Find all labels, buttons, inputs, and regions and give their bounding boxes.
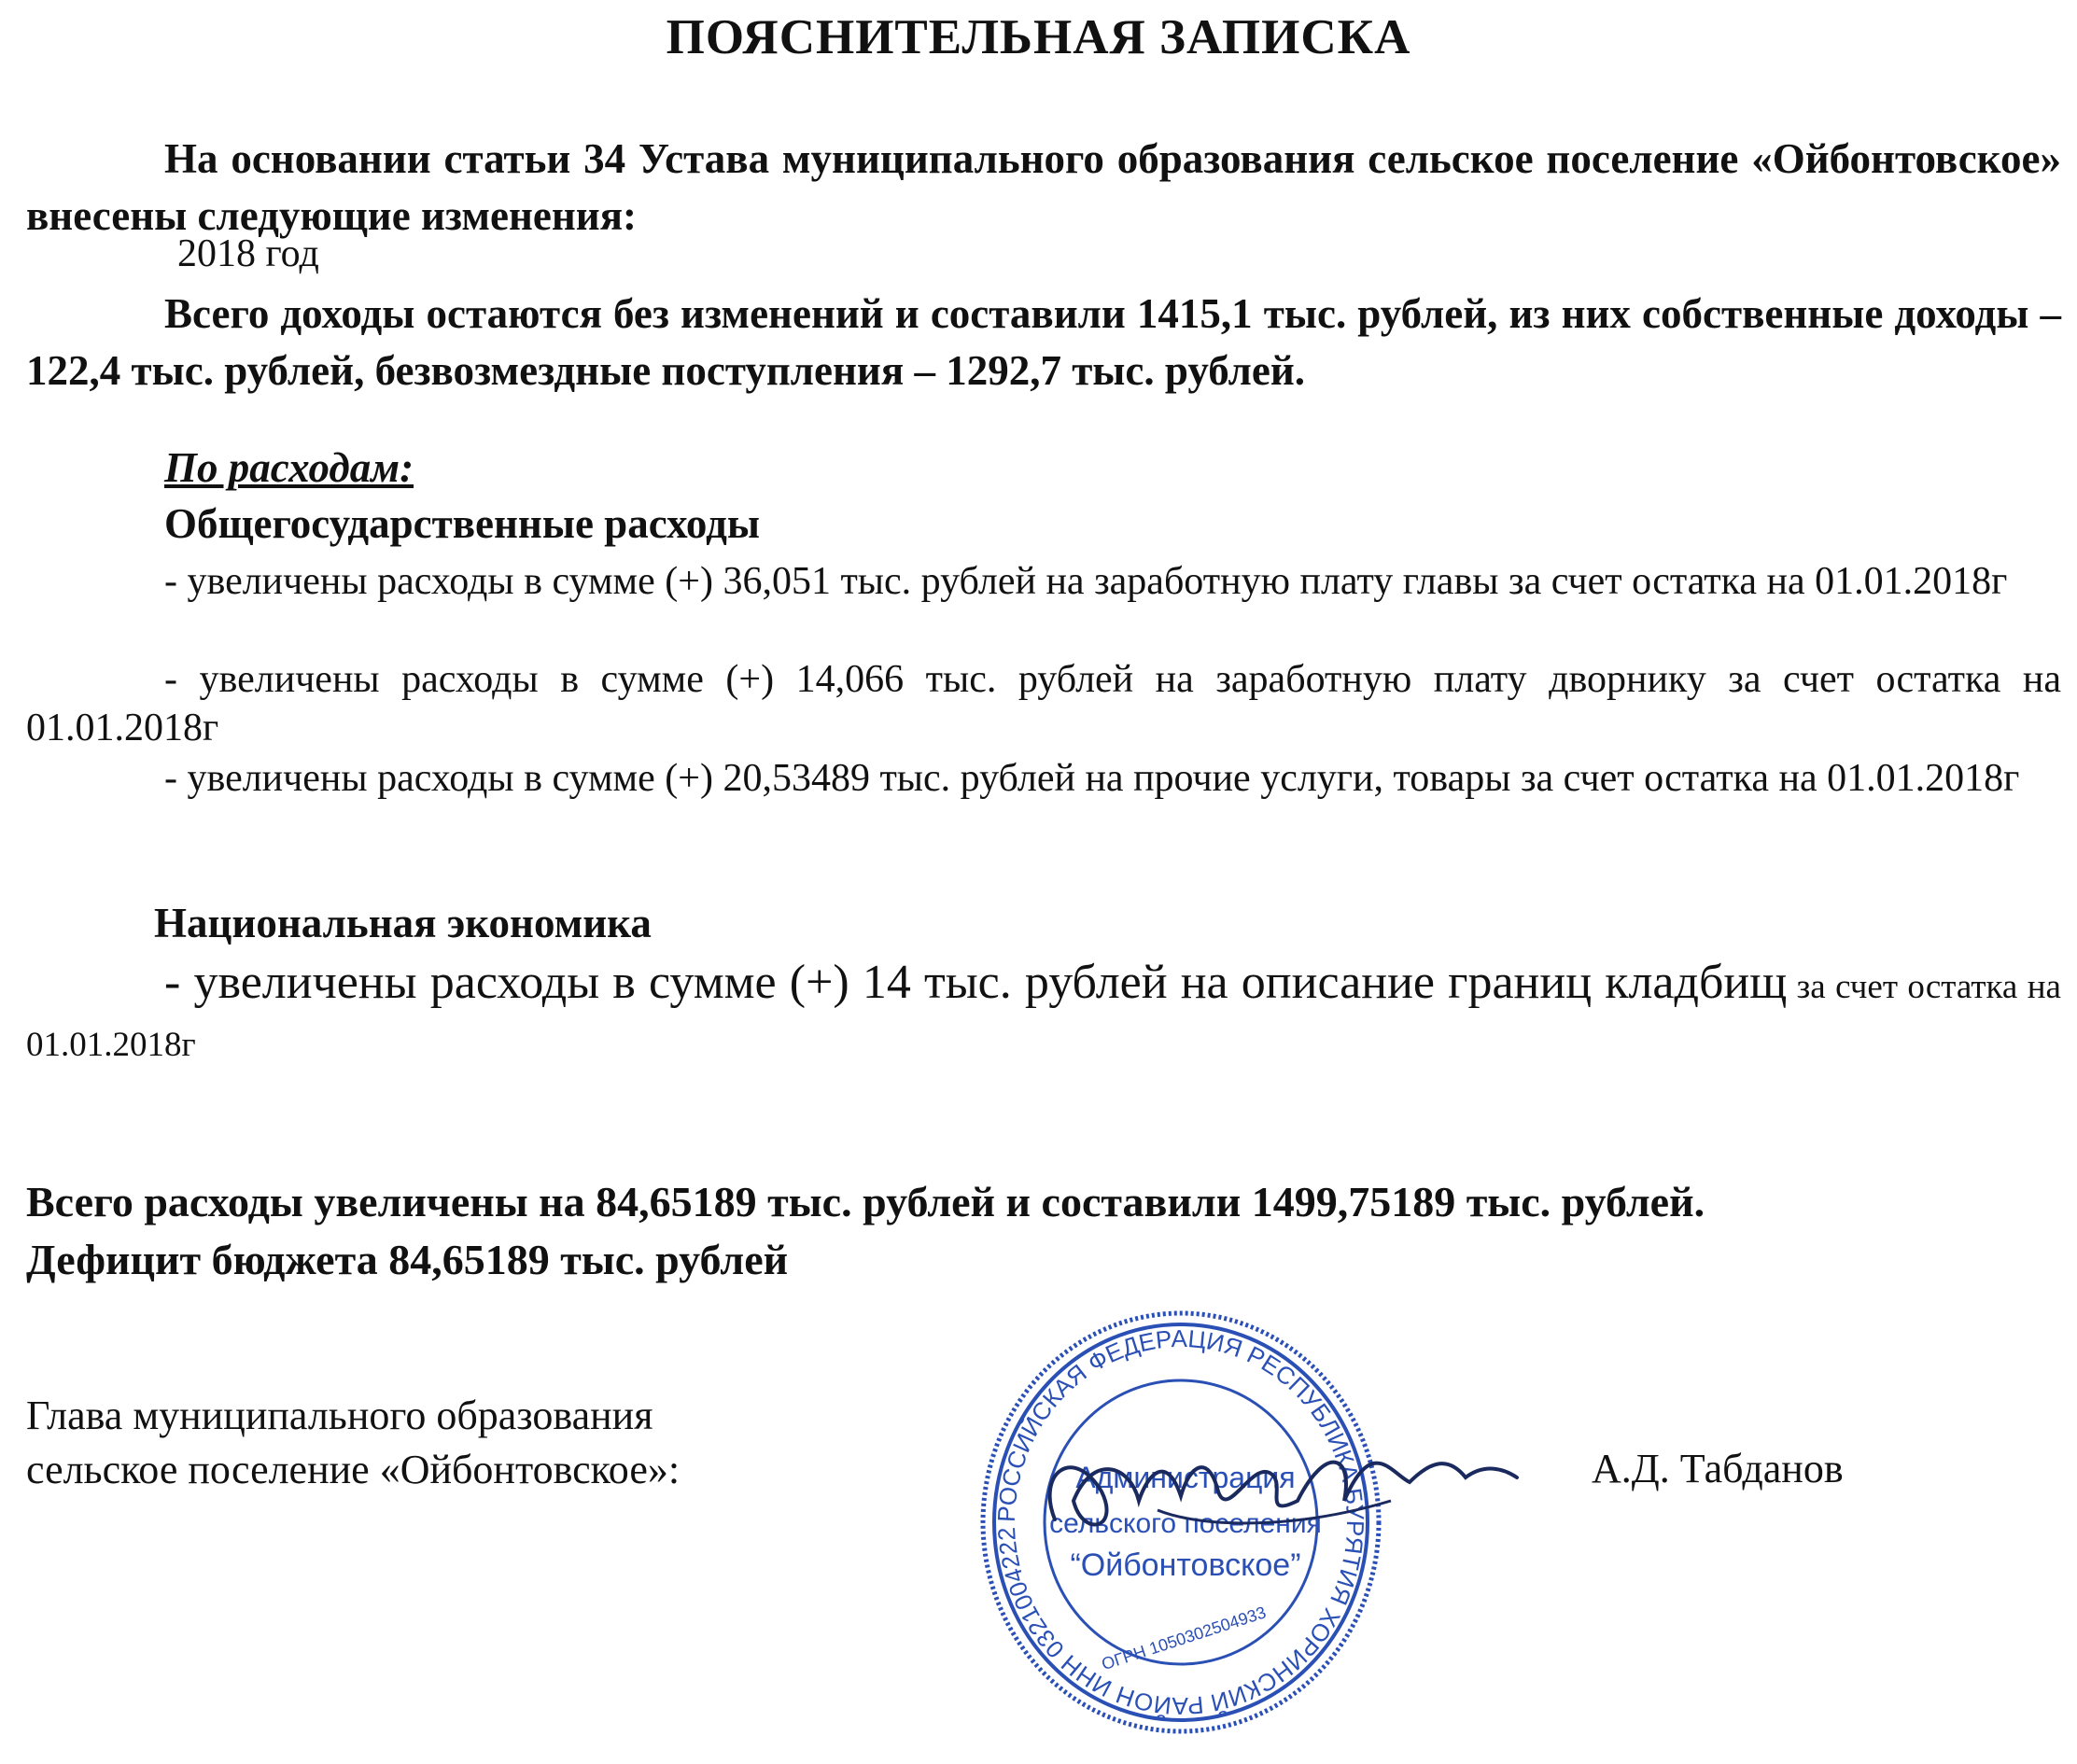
deficit: Дефицит бюджета 84,65189 тыс. рублей xyxy=(26,1236,789,1283)
section2-item-large: - увеличены расходы в сумме (+) 14 тыс. рублей на описание границ кладбищ xyxy=(164,956,1788,1009)
signature-position: Глава муниципального образования сельское поселение «Ойбонтовское»: xyxy=(26,1393,681,1492)
totals xyxy=(26,1173,2061,1289)
handwritten-signature xyxy=(1017,1389,1522,1575)
section2-item-small: за счет остатка на 01.01.2018г xyxy=(26,968,2061,1064)
svg-text:Администрация: Администрация xyxy=(1075,1461,1296,1494)
section2-title: Национальная экономика xyxy=(154,900,652,946)
section1-title: Общегосударственные расходы xyxy=(164,500,760,547)
expenses-heading: По расходам: xyxy=(164,444,414,491)
section1-item: - увеличены расходы в сумме (+) 36,051 тыс. рублей на заработную плату главы за счет остатка на 01.01.2018г xyxy=(164,560,2008,603)
section1-item: - увеличены расходы в сумме (+) 14,066 тыс. рублей на заработную плату дворнику за счет остатка на 01.01.2018г xyxy=(26,658,2061,749)
svg-text:“Ойбонтовское”: “Ойбонтовское” xyxy=(1070,1547,1301,1583)
income-paragraph: Всего доходы остаются без изменений и составили 1415,1 тыс. рублей, из них собственные доходы – 122,4 тыс. рублей, безвозмездные поступления – 1292,7 тыс. рублей. xyxy=(26,290,2061,394)
section2-item xyxy=(26,955,2061,1073)
document-title: ПОЯСНИТЕЛЬНАЯ ЗАПИСКА xyxy=(666,10,1411,64)
year-label: 2018 год xyxy=(177,232,319,275)
signatory-name: А.Д. Табданов xyxy=(1592,1446,1844,1491)
svg-text:сельского поселения: сельского поселения xyxy=(1049,1508,1322,1539)
svg-text:ОГРН 1050302504933: ОГРН 1050302504933 xyxy=(1099,1603,1269,1674)
section1-item: - увеличены расходы в сумме (+) 20,53489 тыс. рублей на прочие услуги, товары за счет остатка на 01.01.2018г xyxy=(164,757,2020,800)
intro-paragraph: На основании статьи 34 Устава муниципального образования сельское поселение «Ойбонтовское» внесены следующие изменения: xyxy=(26,135,2061,239)
total-expenses: Всего расходы увеличены на 84,65189 тыс. рублей и составили 1499,75189 тыс. рублей. xyxy=(26,1178,1705,1225)
svg-text:РОССИЙСКАЯ ФЕДЕРАЦИЯ РЕСПУБЛИК: РОССИЙСКАЯ ФЕДЕРАЦИЯ РЕСПУБЛИКА БУРЯТИЯ ХОРИНСКИЙ РАЙОН ИНН 0321004222 xyxy=(991,1323,1370,1721)
